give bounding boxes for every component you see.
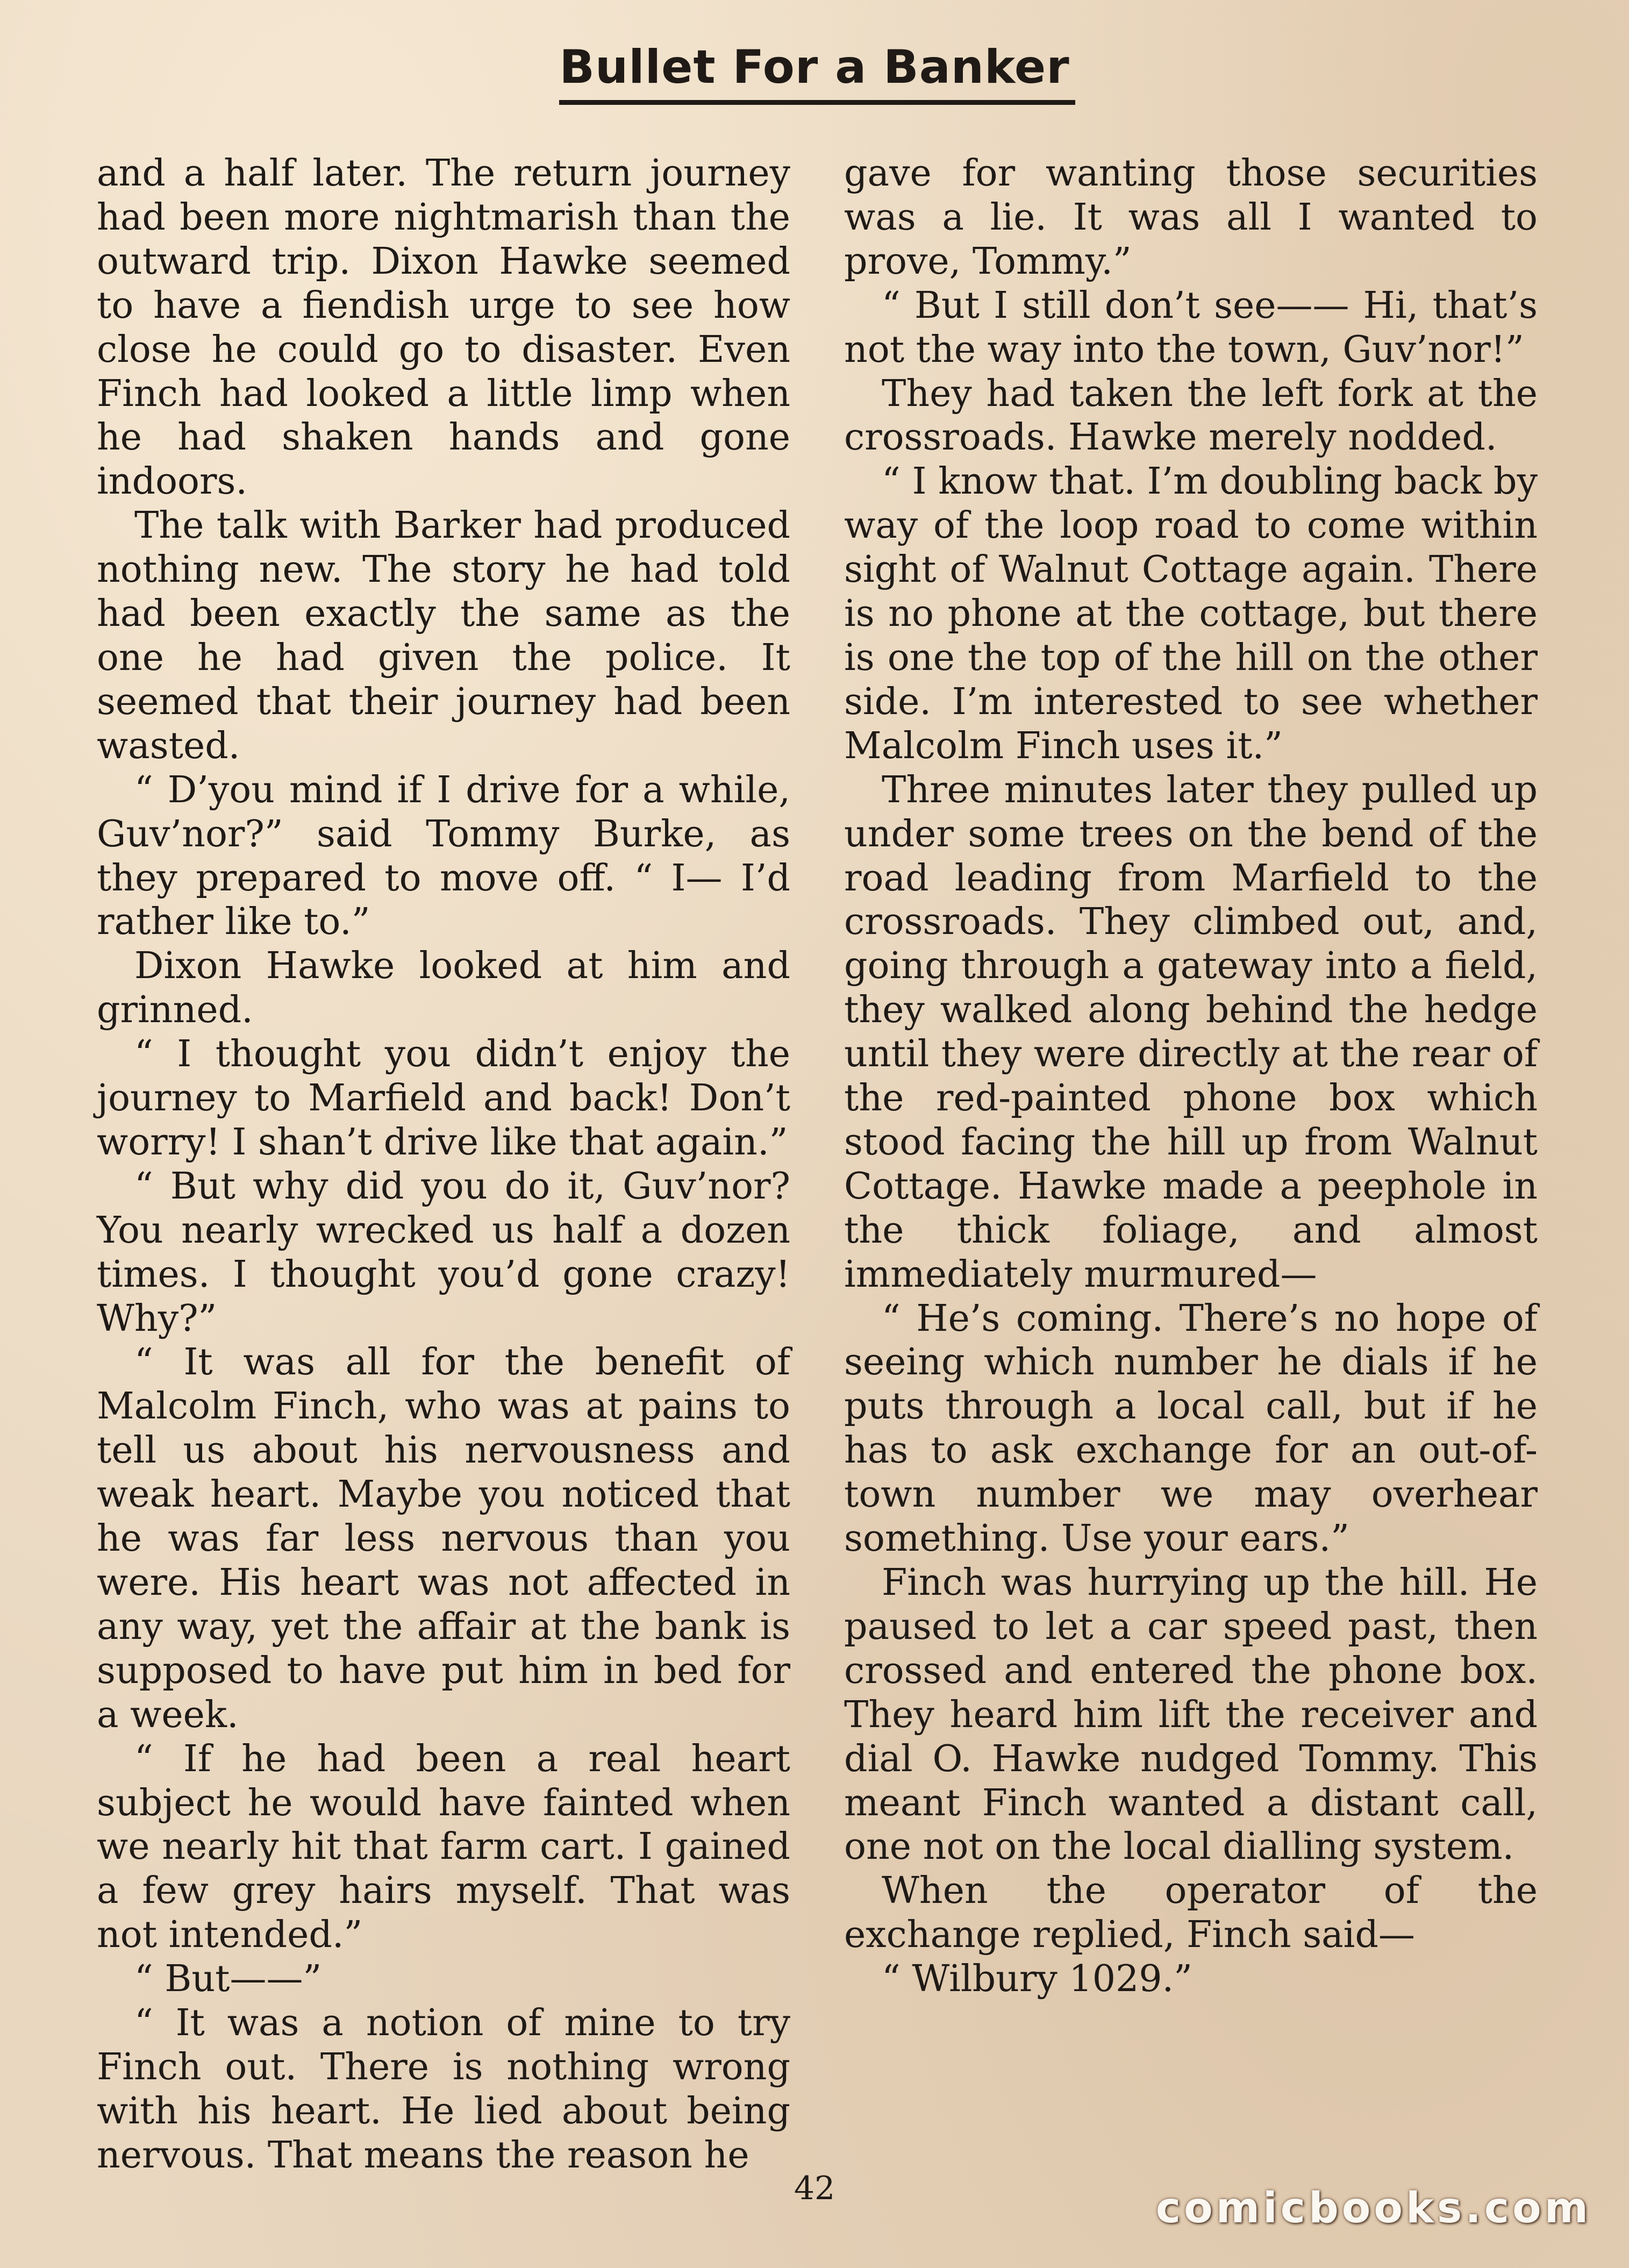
paragraph: Three minutes later they pulled up under some trees on the bend of the road leading from Marfield to the crossroads. They climbed out, and, going through a gateway into a field, they walked along behind the hedge until they were directly at the rear of the red-painted phone box which stood facing the hill up from Walnut Cottage. Hawke made a peephole in the thick foliage, and almost immediately murmured— (844, 768, 1538, 1296)
paragraph: The talk with Barker had produced nothing new. The story he had told had been exactly the same as the one he had given the police. It seemed that their journey had been wasted. (97, 504, 790, 767)
paragraph: gave for wanting those securities was a lie. It was all I wanted to prove, Tommy.” (844, 152, 1538, 283)
paragraph: “ It was a notion of mine to try Finch out. There is nothing wrong with his heart. He lied about being nervous. That means the reason he (97, 2002, 790, 2177)
paragraph: “ But I still don’t see—— Hi, that’s not the way into the town, Guv’nor!” (844, 284, 1538, 371)
paragraph: Finch was hurrying up the hill. He paused to let a car speed past, then crossed and entered the phone box. They heard him lift the receiver and dial O. Hawke nudged Tommy. This meant Finch wanted a distant call, one not on the local dialling system. (844, 1561, 1538, 1868)
paragraph: They had taken the left fork at the crossroads. Hawke merely nodded. (844, 372, 1538, 459)
page-number: 42 (794, 2170, 835, 2207)
left-column (97, 152, 790, 2178)
paragraph: “ Wilbury 1029.” (882, 1958, 1192, 2001)
paragraph: “ It was all for the benefit of Malcolm Finch, who was at pains to tell us about his nervousness and weak heart. Maybe you noticed that he was far less nervous than you were. His heart was not affected in any way, yet the affair at the bank is supposed to have put him in bed for a week. (97, 1341, 790, 1736)
paragraph: “ D’you mind if I drive for a while, Guv’nor?” said Tommy Burke, as they prepared to move off. “ I— I’d rather like to.” (97, 768, 790, 944)
paragraph: Dixon Hawke looked at him and grinned. (97, 945, 790, 1032)
paragraph: “ But——” (134, 1958, 322, 2001)
paragraph: “ I know that. I’m doubling back by way of the loop road to come within sight of Walnut Cottage again. There is no phone at the cottage, but there is one the top of the hill on the other side. I’m interested to see whether Malcolm Finch uses it.” (844, 460, 1538, 767)
paragraph: and a half later. The return journey had been more nightmarish than the outward trip. Dixon Hawke seemed to have a fiendish urge to see how close he could go to disaster. Even Finch had looked a little limp when he had shaken hands and gone indoors. (97, 152, 790, 503)
paragraph: “ He’s coming. There’s no hope of seeing which number he dials if he puts through a local call, but if he has to ask exchange for an out-of-town number we may overhear something. Use your ears.” (844, 1297, 1538, 1560)
watermark: comicbooks.com (1155, 2184, 1591, 2233)
paragraph: “ I thought you didn’t enjoy the journey to Marfield and back! Don’t worry! I shan’t drive like that again.” (97, 1033, 790, 1164)
paragraph: “ But why did you do it, Guv’nor? You nearly wrecked us half a dozen times. I thought you’d gone crazy! Why?” (97, 1165, 790, 1340)
title-underline (559, 100, 1075, 105)
right-column (844, 152, 1538, 2001)
running-title: Bullet For a Banker (559, 40, 1070, 94)
paragraph: “ If he had been a real heart subject he would have fainted when we nearly hit that farm cart. I gained a few grey hairs myself. That was not intended.” (97, 1737, 790, 1957)
paragraph: When the operator of the exchange replied, Finch said— (844, 1870, 1538, 1957)
